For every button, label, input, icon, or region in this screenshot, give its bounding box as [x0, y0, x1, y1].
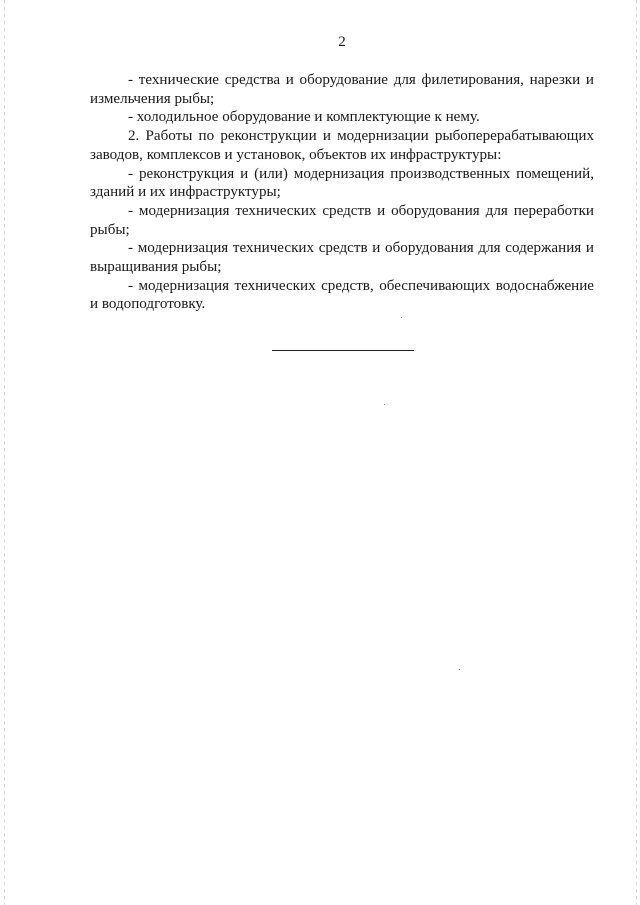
end-of-document-rule	[272, 350, 414, 351]
scan-speck	[459, 669, 460, 670]
document-body	[90, 71, 594, 314]
list-item: - модернизация технических средств и оборудования для содержания и выращивания рыбы;	[90, 240, 594, 276]
scan-speck	[384, 404, 385, 405]
list-item: - холодильное оборудование и комплектующие к нему.	[128, 109, 480, 126]
scan-edge-left	[4, 0, 5, 905]
list-item: - модернизация технических средств, обеспечивающих водоснабжение и водоподготовку.	[90, 277, 594, 313]
scan-edge-right	[636, 0, 637, 905]
scan-speck	[401, 317, 402, 318]
list-item: - технические средства и оборудование для филетирования, нарезки и измельчения рыбы;	[90, 72, 594, 107]
list-item: - модернизация технических средств и оборудования для переработки рыбы;	[90, 202, 594, 238]
list-item: - реконструкция и (или) модернизация производственных помещений, зданий и их инфраструктуры;	[90, 165, 594, 201]
page-number: 2	[338, 34, 346, 50]
section-heading-item: 2. Работы по реконструкции и модернизации рыбоперерабатывающих заводов, комплексов и установок, объектов их инфраструктуры:	[90, 128, 594, 163]
